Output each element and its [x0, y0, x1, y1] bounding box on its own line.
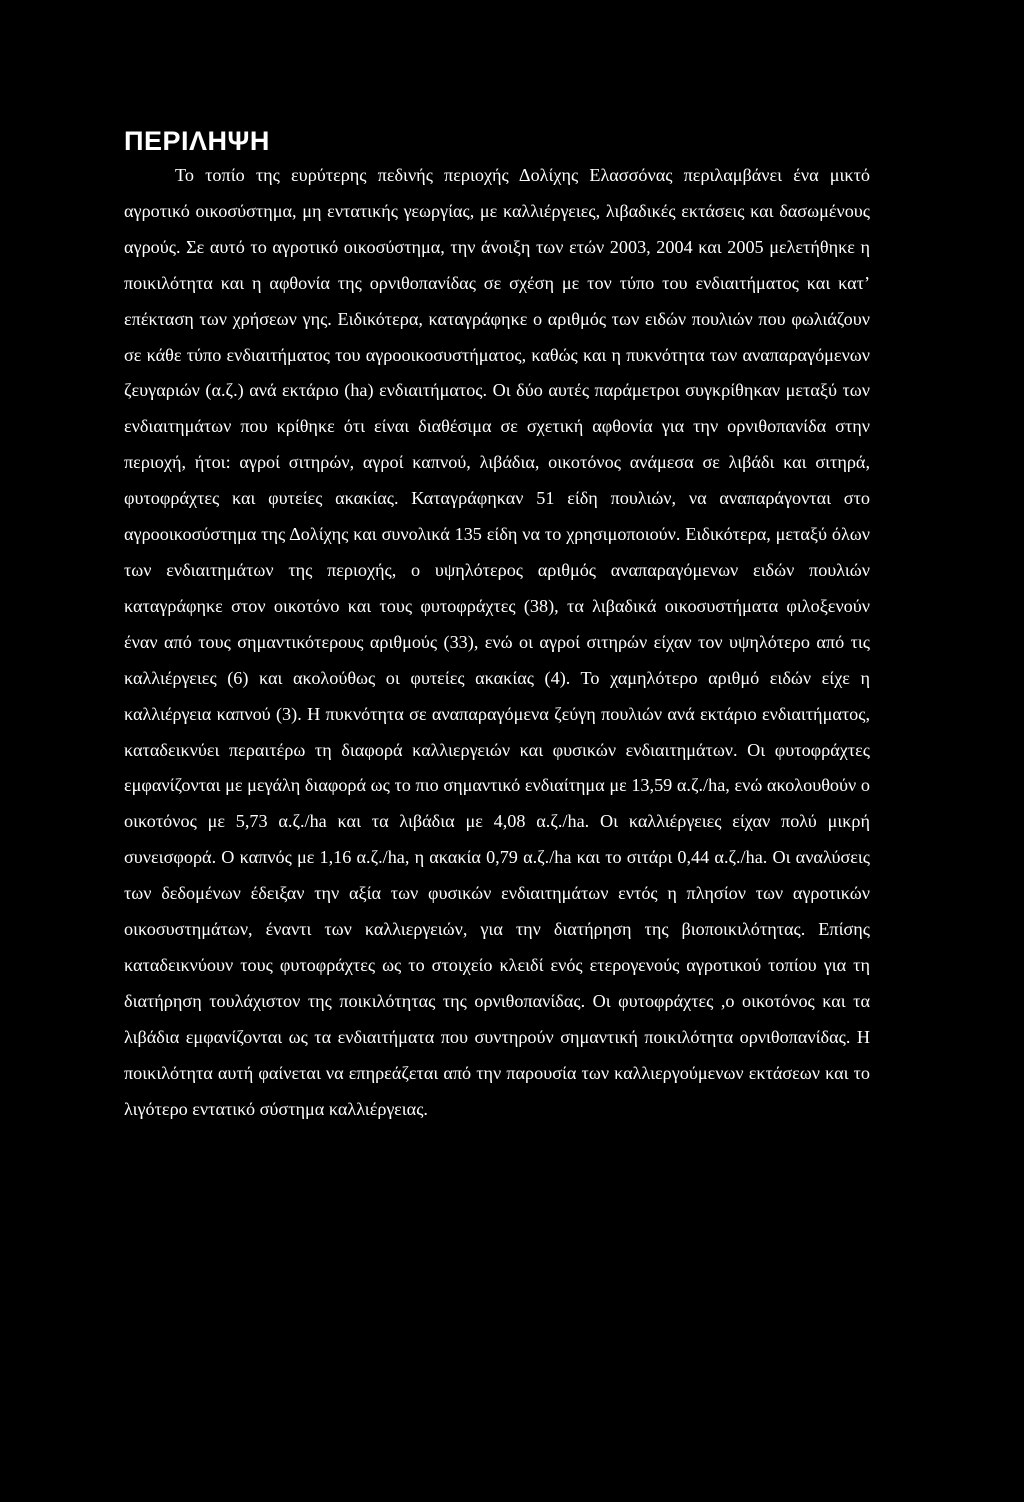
abstract-paragraph: Το τοπίο της ευρύτερης πεδινής περιοχής Δολίχης Ελασσόνας περιλαμβάνει ένα μικτό αγροτικό οικοσύστημα, μη εντατικής γεωργίας, με καλλιέργειες, λιβαδικές εκτάσεις και δασωμένους αγρούς. Σε αυτό το αγροτικό οικοσύστημα, την άνοιξη των ετών 2003, 2004 και 2005 μελετήθηκε η ποικιλότητα και η αφθονία της ορνιθοπανίδας σε σχέση με τον τύπο του ενδιαιτήματος και κατ’ επέκταση των χρήσεων γης. Ειδικότερα, καταγράφηκε ο αριθμός των ειδών πουλιών που φωλιάζουν σε κάθε τύπο ενδιαιτήματος του αγροοικοσυστήματος, καθώς και η πυκνότητα των αναπαραγόμενων ζευγαριών (α.ζ.) ανά εκτάριο (ha) ενδιαιτήματος. Οι δύο αυτές παράμετροι συγκρίθηκαν μεταξύ των ενδιαιτημάτων που κρίθηκε ότι είναι διαθέσιμα σε σχετική αφθονία για την ορνιθοπανίδα στην περιοχή, ήτοι: αγροί σιτηρών, αγροί καπνού, λιβάδια, οικοτόνος ανάμεσα σε λιβάδι και σιτηρά, φυτοφράχτες και φυτείες ακακίας. Καταγράφηκαν 51 είδη πουλιών, να αναπαράγονται στο αγροοικοσύστημα της Δολίχης και συνολικά 135 είδη να το χρησιμοποιούν. Ειδικότερα, μεταξύ όλων των ενδιαιτημάτων της περιοχής, ο υψηλότερος αριθμός αναπαραγόμενων ειδών πουλιών καταγράφηκε στον οικοτόνο και τους φυτοφράχτες (38), τα λιβαδικά οικοσυστήματα φιλοξενούν έναν από τους σημαντικότερους αριθμούς (33), ενώ οι αγροί σιτηρών είχαν τον υψηλότερο από τις καλλιέργειες (6) και ακολούθως οι φυτείες ακακίας (4). Το χαμηλότερο αριθμό ειδών είχε η καλλιέργεια καπνού (3). Η πυκνότητα σε αναπαραγόμενα ζεύγη πουλιών ανά εκτάριο ενδιαιτήματος, καταδεικνύει περαιτέρω τη διαφορά καλλιεργειών και φυσικών ενδιαιτημάτων. Οι φυτοφράχτες εμφανίζονται με μεγάλη διαφορά ως το πιο σημαντικό ενδιαίτημα με 13,59 α.ζ./ha, ενώ ακολουθούν ο οικοτόνος με 5,73 α.ζ./ha και τα λιβάδια με 4,08 α.ζ./ha. Οι καλλιέργειες είχαν πολύ μικρή συνεισφορά. Ο καπνός με 1,16 α.ζ./ha, η ακακία 0,79 α.ζ./ha και το σιτάρι 0,44 α.ζ./ha. Οι αναλύσεις των δεδομένων έδειξαν την αξία των φυσικών ενδιαιτημάτων εντός η πλησίον των αγροτικών οικοσυστημάτων, έναντι των καλλιεργειών, για την διατήρηση της βιοποικιλότητας. Επίσης καταδεικνύουν τους φυτοφράχτες ως το στοιχείο κλειδί ενός ετερογενούς αγροτικού τοπίου για τη διατήρηση τουλάχιστον της ποικιλότητας της ορνιθοπανίδας. Οι φυτοφράχτες ,ο οικοτόνος και τα λιβάδια εμφανίζονται ως τα ενδιαιτήματα που συντηρούν σημαντική ποικιλότητα ορνιθοπανίδας. Η ποικιλότητα αυτή φαίνεται να επηρεάζεται από την παρουσία των καλλιεργούμενων εκτάσεων και το λιγότερο εντατικό σύστημα καλλιέργειας.: [124, 165, 870, 1119]
page-title: ΠΕΡΙΛΗΨΗ: [124, 126, 270, 156]
